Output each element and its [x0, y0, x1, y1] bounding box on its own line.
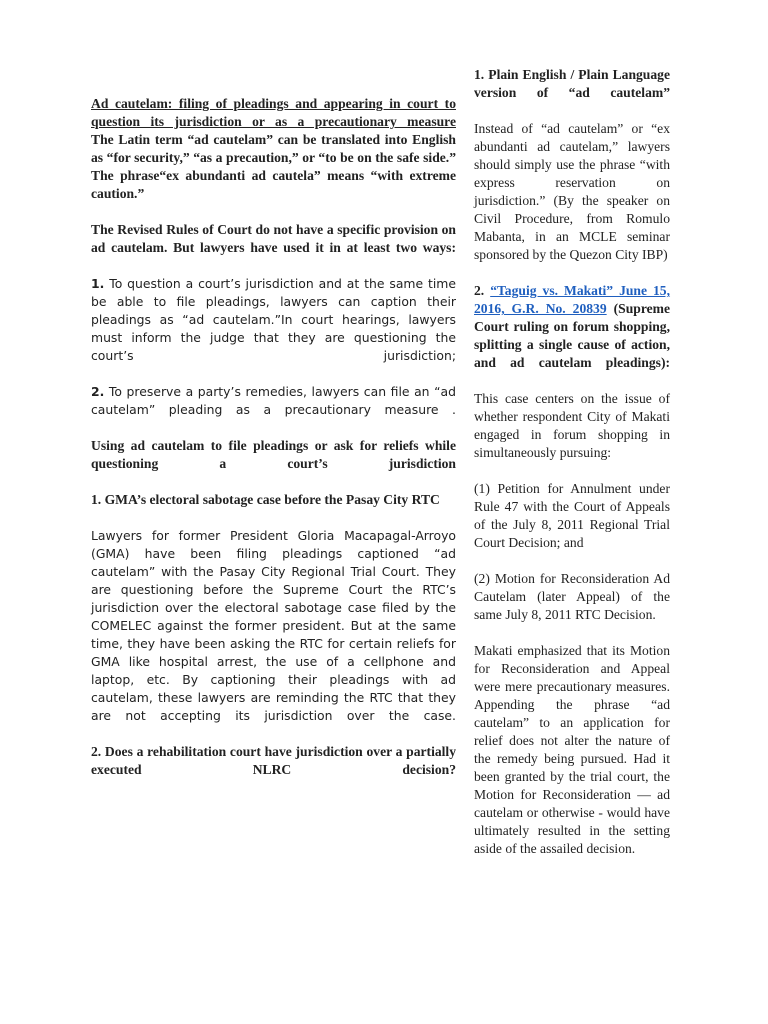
taguig-case-heading — [474, 282, 670, 372]
remedy-item-2: (2) Motion for Reconsideration Ad Cautelam (later Appeal) of the same July 8, 2011 RTC Decision. — [474, 571, 670, 622]
case-summary-paragraph: This case centers on the issue of whether respondent City of Makati engaged in forum shopping in simultaneously pursuing: — [474, 391, 670, 460]
taguig-case-link[interactable]: “Taguig vs. Makati” June 15, 2016, G.R. No. 20839 — [474, 283, 671, 316]
article-title: Ad cautelam: filing of pleadings and appearing in court to question its jurisdiction or as a precautionary measure — [91, 96, 456, 129]
right-column — [474, 66, 670, 858]
way-2-paragraph — [91, 383, 456, 419]
case-1-paragraph: Lawyers for former President Gloria Macapagal-Arroyo (GMA) have been filing pleadings captioned “ad cautelam” with the Pasay City Regional Trial Court. They are questioning before the Supreme Court the RTC’s jurisdiction over the electoral sabotage case filed by the COMELEC against the former president. But at the same time, they have been asking the RTC for certain reliefs for GMA like hospital arrest, the use of a cellphone and laptop, etc. By captioning their pleadings with ad cautelam, these lawyers are reminding the RTC that they are not accepting its jurisdiction over the case. — [91, 528, 456, 723]
plain-english-heading: 1. Plain English / Plain Language version of “ad cautelam” — [474, 67, 670, 100]
way-1-paragraph — [91, 275, 456, 365]
remedy-item-1: (1) Petition for Annulment under Rule 47 with the Court of Appeals of the July 8, 2011 Regional Trial Court Decision; and — [474, 481, 670, 550]
makati-argument-paragraph: Makati emphasized that its Motion for Reconsideration and Appeal were mere precautionary measures. Appending the phrase “ad cautelam” to an application for relief does not alter the nature of the remedy being pursued. Had it been granted by the trial court, the Motion for Reconsideration — ad cautelam or otherwise - would have ultimately resulted in the setting aside of the assailed decision. — [474, 643, 670, 856]
intro-paragraph-1: The Latin term “ad cautelam” can be translated into English as “for security,” “as a precaution,” or “to be on the safe side.” The phrase“ex abundanti ad cautela” means “with extreme caution.” — [91, 132, 456, 201]
intro-paragraph-2: The Revised Rules of Court do not have a specific provision on ad cautelam. But lawyers have used it in at least two ways: — [91, 222, 456, 255]
way-2-text: To preserve a party’s remedies, lawyers can file an “ad cautelam” pleading as a precautionary measure . — [91, 384, 456, 417]
taguig-case-description: (Supreme Court ruling on forum shopping, splitting a single cause of action, and ad cautelam pleadings): — [474, 301, 670, 370]
way-2-number: 2. — [91, 384, 105, 399]
taguig-case-number: 2. — [474, 283, 491, 298]
plain-english-paragraph: Instead of “ad cautelam” or “ex abundanti ad cautelam,” lawyers should simply use the phrase “with express reservation on jurisdiction.” (By the speaker on Civil Procedure, from Romulo Mabanta, in an MCLE seminar sponsored by the Quezon City IBP) — [474, 121, 670, 262]
case-2-heading: 2. Does a rehabilitation court have jurisdiction over a partially executed NLRC decision? — [91, 744, 456, 777]
way-1-number: 1. — [91, 276, 105, 291]
way-1-text: To question a court’s jurisdiction and at the same time be able to file pleadings, lawyers can caption their pleadings as “ad cautelam.”In court hearings, lawyers must inform the judge that they are questioning the court’s jurisdiction; — [91, 276, 456, 363]
case-1-heading: 1. GMA’s electoral sabotage case before the Pasay City RTC — [91, 492, 440, 507]
section-heading: Using ad cautelam to file pleadings or ask for reliefs while questioning a court’s jurisdiction — [91, 438, 456, 471]
left-column — [91, 95, 456, 779]
